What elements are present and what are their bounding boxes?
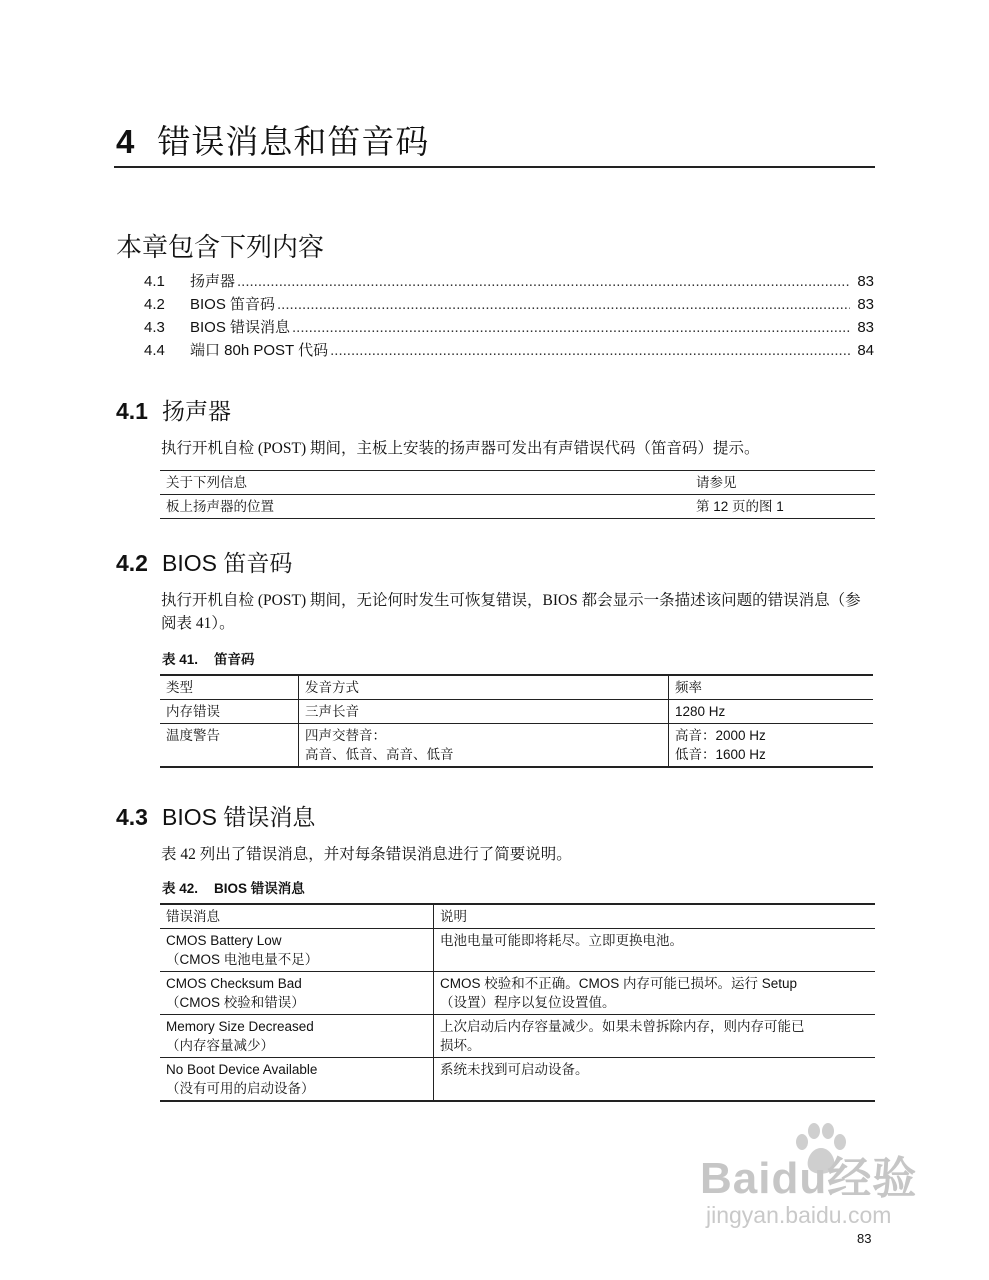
table-row: CMOS Battery Low （CMOS 电池电量不足） 电池电量可能即将耗尽。立即更换电池。 <box>160 929 875 972</box>
table-header: 错误消息 <box>160 904 434 929</box>
toc-entry[interactable]: 4.2 BIOS 笛音码 ..... 83 <box>144 293 874 316</box>
table-row: CMOS Checksum Bad （CMOS 校验和错误） CMOS 校验和不正确。CMOS 内存可能已损坏。运行 Setup （设置）程序以复位设置值。 <box>160 972 875 1015</box>
section-4-3-heading: 4.3 BIOS 错误消息 <box>116 804 316 830</box>
chapter-rule <box>114 166 875 168</box>
toc-leader <box>237 273 850 290</box>
page-number: 83 <box>857 1231 872 1246</box>
chapter-number: 4 <box>116 123 136 160</box>
toc-entry[interactable]: 4.3 BIOS 错误消息 ..... 83 <box>144 316 874 339</box>
toc-leader <box>292 319 850 336</box>
section-4-2-text: 执行开机自检 (POST) 期间，无论何时发生可恢复错误，BIOS 都会显示一条描述该问题的错误消息（参阅表 41）。 <box>161 592 861 632</box>
toc-heading: 本章包含下列内容 <box>116 232 325 262</box>
table-row: 板上扬声器的位置 第 12 页的图 1 <box>160 495 875 519</box>
table-41-caption: 表 41. 笛音码 <box>162 652 255 667</box>
table-header: 发音方式 <box>299 675 669 700</box>
table-42-caption: 表 42. BIOS 错误消息 <box>162 881 305 896</box>
toc-leader <box>277 296 850 313</box>
section-4-1-text: 执行开机自检 (POST) 期间，主板上安装的扬声器可发出有声错误代码（笛音码）提示。 <box>161 440 760 457</box>
table-row: No Boot Device Available （没有可用的启动设备） 系统未找到可启动设备。 <box>160 1058 875 1102</box>
watermark-url: jingyan.baidu.com <box>706 1202 892 1228</box>
baidu-watermark <box>700 1128 960 1238</box>
section-4-2-heading: 4.2 BIOS 笛音码 <box>116 550 293 576</box>
chapter-title <box>116 116 429 163</box>
toc-entry[interactable]: 4.1 扬声器 ..... 83 <box>144 270 874 293</box>
toc-entry[interactable]: 4.4 端口 80h POST 代码 ..... 84 <box>144 339 874 362</box>
cross-reference-link[interactable]: 第 12 页的图 1 <box>696 499 784 514</box>
section-4-3-text: 表 42 列出了错误消息，并对每条错误消息进行了简要说明。 <box>161 846 572 863</box>
table-row: 温度警告 四声交替音： 高音、低音、高音、低音 高音：2000 Hz 低音：1600 Hz <box>160 724 873 768</box>
table-header: 请参见 <box>696 475 737 490</box>
table-header: 关于下列信息 <box>166 475 247 490</box>
toc-leader <box>330 342 850 359</box>
table-header: 类型 <box>160 675 299 700</box>
beep-code-table <box>160 674 873 768</box>
table-header: 说明 <box>434 904 876 929</box>
chapter-title-text: 错误消息和笛音码 <box>157 123 430 160</box>
toc-list <box>144 270 874 362</box>
speaker-reference-table <box>160 470 875 519</box>
section-4-1-heading: 4.1 扬声器 <box>116 398 231 424</box>
table-row: 内存错误 三声长音 1280 Hz <box>160 700 873 724</box>
bios-error-table <box>160 903 875 1102</box>
table-row: Memory Size Decreased （内存容量减少） 上次启动后内存容量减少。如果未曾拆除内存，则内存可能已 损坏。 <box>160 1015 875 1058</box>
watermark-brand: Baidu经验 <box>700 1154 918 1203</box>
table-header: 频率 <box>669 675 874 700</box>
